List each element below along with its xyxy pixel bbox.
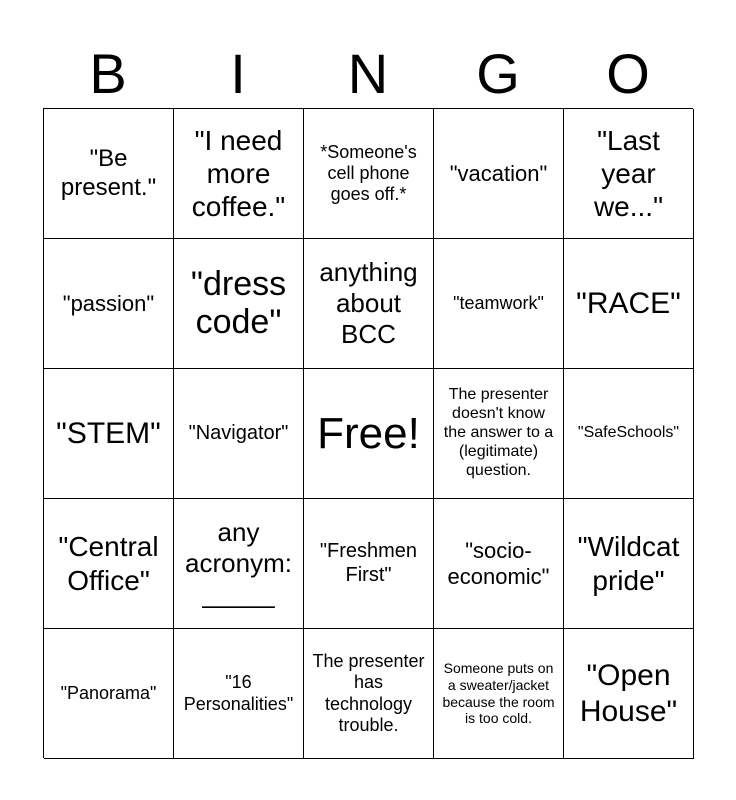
bingo-cell[interactable]: "Freshmen First"	[304, 499, 434, 629]
free-space-cell[interactable]: Free!	[304, 369, 434, 499]
bingo-cell[interactable]: "Central Office"	[44, 499, 174, 629]
header-letter-b: B	[89, 42, 127, 105]
bingo-cell[interactable]: "Navigator"	[174, 369, 304, 499]
bingo-cell[interactable]: "teamwork"	[434, 239, 564, 369]
bingo-header	[43, 40, 693, 108]
bingo-cell[interactable]: any acronym: _____	[174, 499, 304, 629]
bingo-cell[interactable]: The presenter has technology trouble.	[304, 629, 434, 759]
bingo-cell[interactable]: "I need more coffee."	[174, 109, 304, 239]
bingo-cell[interactable]: "SafeSchools"	[564, 369, 694, 499]
bingo-cell[interactable]: "dress code"	[174, 239, 304, 369]
bingo-cell[interactable]: *Someone's cell phone goes off.*	[304, 109, 434, 239]
bingo-cell[interactable]: "Wildcat pride"	[564, 499, 694, 629]
header-letter-n: N	[347, 42, 389, 105]
bingo-cell[interactable]: "16 Personalities"	[174, 629, 304, 759]
bingo-cell[interactable]: "RACE"	[564, 239, 694, 369]
bingo-cell[interactable]: "socio-economic"	[434, 499, 564, 629]
bingo-cell[interactable]: "passion"	[44, 239, 174, 369]
bingo-cell[interactable]: "Be present."	[44, 109, 174, 239]
bingo-cell[interactable]: The presenter doesn't know the answer to a (legitimate) question.	[434, 369, 564, 499]
bingo-cell[interactable]: Someone puts on a sweater/jacket because the room is too cold.	[434, 629, 564, 759]
bingo-card-grid	[43, 108, 693, 758]
bingo-cell[interactable]: "vacation"	[434, 109, 564, 239]
bingo-cell[interactable]: "Open House"	[564, 629, 694, 759]
bingo-cell[interactable]: anything about BCC	[304, 239, 434, 369]
header-letter-i: I	[230, 42, 246, 105]
bingo-cell[interactable]: "STEM"	[44, 369, 174, 499]
bingo-cell[interactable]: "Last year we..."	[564, 109, 694, 239]
bingo-cell[interactable]: "Panorama"	[44, 629, 174, 759]
header-letter-o: O	[606, 42, 650, 105]
header-letter-g: G	[476, 42, 520, 105]
